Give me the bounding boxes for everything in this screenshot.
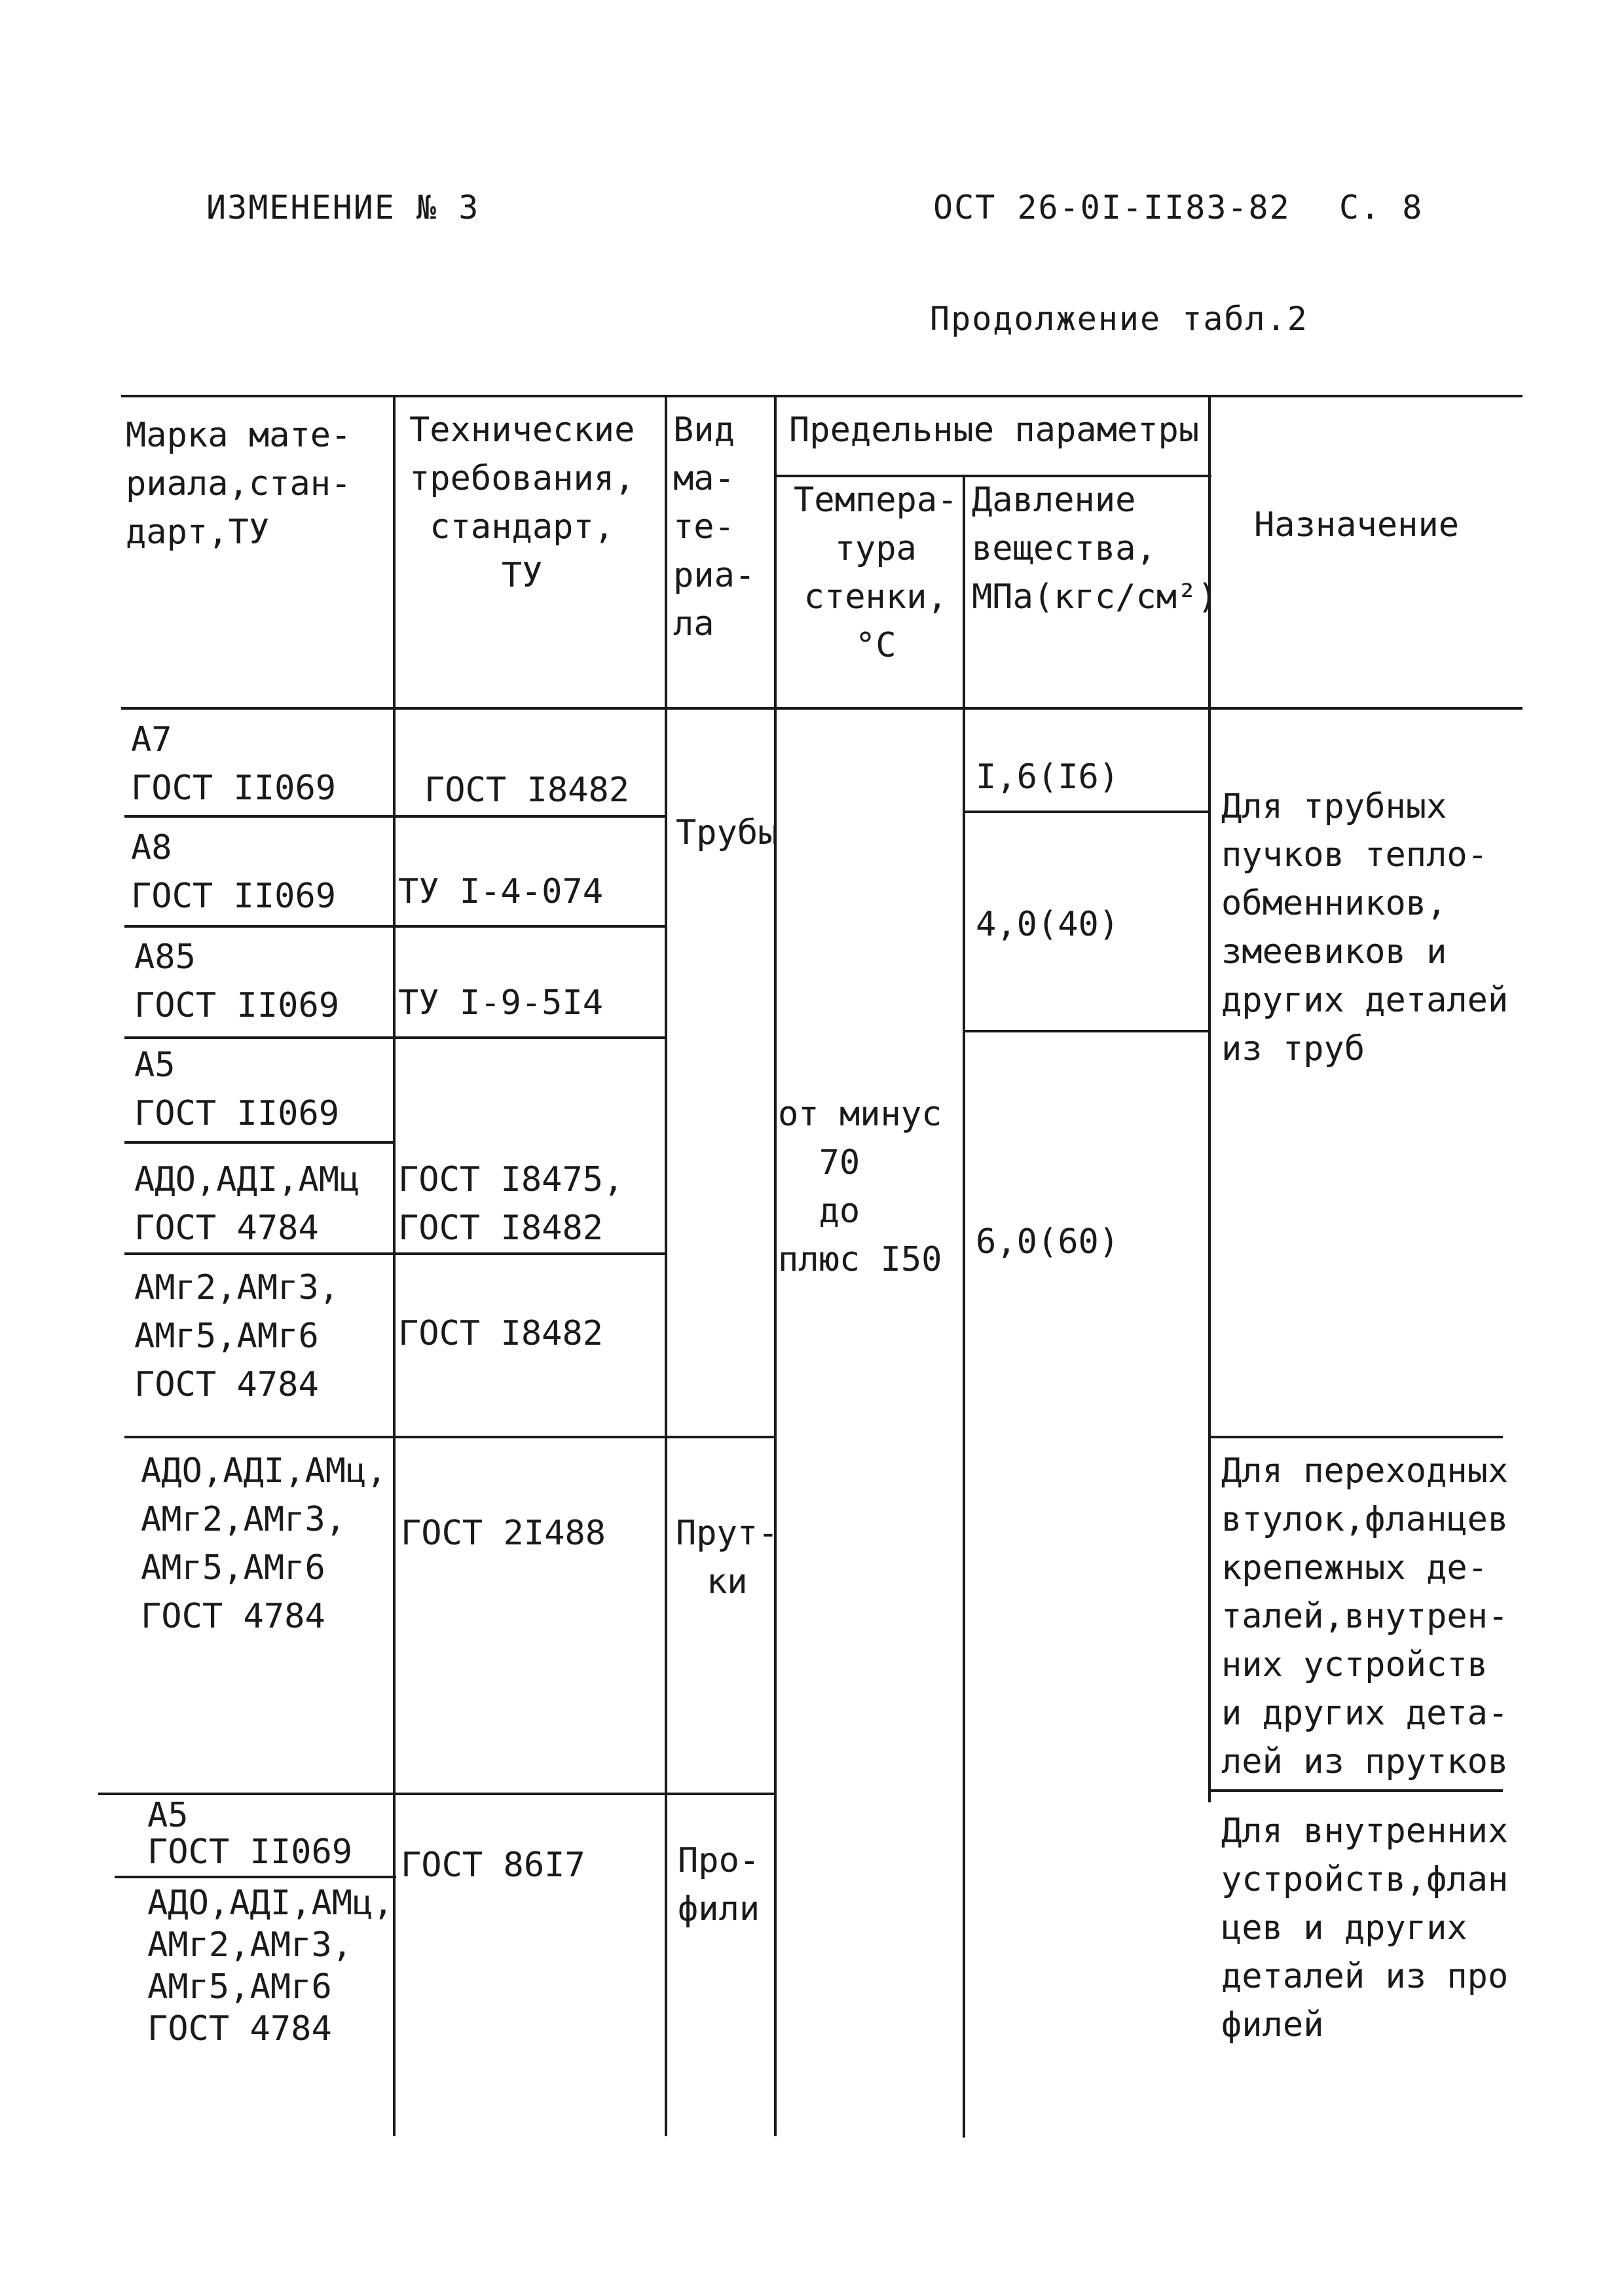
table-caption: Продолжение табл.2 — [930, 300, 1308, 338]
tech-cell: ГОСТ I8482 — [398, 1314, 604, 1353]
grid-line — [124, 1252, 665, 1255]
header-temperature: Темпера- тура стенки, °C — [794, 481, 958, 665]
kind-cell: Про- фили — [678, 1841, 760, 1929]
temperature-range: от минус 70 до плюс I50 — [778, 1095, 942, 1279]
grid-line — [121, 395, 1522, 397]
purpose-cell: Для внутренних устройств,флан цев и других деталей из про филей — [1221, 1812, 1509, 2045]
tech-cell: ГОСТ I8482 — [424, 771, 630, 810]
grid-line — [665, 395, 667, 2136]
kind-cell: Трубы — [676, 813, 779, 852]
grid-line — [124, 1141, 393, 1144]
change-label: ИЗМЕНЕНИЕ № 3 — [206, 189, 480, 227]
pressure-cell: 6,0(60) — [976, 1222, 1120, 1262]
header-purpose: Назначение — [1254, 505, 1460, 545]
grid-line — [124, 925, 665, 928]
kind-cell: Прут- ки — [676, 1514, 779, 1601]
grade-cell: А5 ГОСТ II069 — [147, 1796, 353, 1872]
grid-line — [774, 395, 777, 2136]
grid-line — [121, 707, 1522, 710]
header-pressure: Давление вещества, МПа(кгс/см²) — [972, 481, 1218, 617]
pressure-cell: 4,0(40) — [976, 905, 1120, 944]
grid-line — [124, 1036, 665, 1039]
grade-cell: А5 ГОСТ II069 — [134, 1046, 340, 1133]
grade-cell: АМг2,АМг3, АМг5,АМг6 ГОСТ 4784 — [134, 1268, 340, 1404]
tech-cell: ГОСТ 86I7 — [401, 1846, 585, 1885]
page-number: С. 8 — [1339, 189, 1424, 227]
tech-cell: ТУ I-9-5I4 — [398, 983, 604, 1023]
header-tech-requirements: Технические требования, стандарт, ТУ — [409, 410, 635, 595]
purpose-cell: Для переходных втулок,фланцев крепежных де- талей,внутрен- них устройств и других дета- лей из прутков — [1221, 1451, 1509, 1781]
grade-cell: АДО,АДI,АМц, АМг2,АМг3, АМг5,АМг6 ГОСТ 4784 — [141, 1451, 387, 1636]
grid-line — [963, 1030, 1208, 1032]
grid-line — [98, 1793, 774, 1795]
header-grade: Марка мате- риала,стан- дарт,ТУ — [126, 416, 352, 552]
grid-line — [124, 1436, 774, 1438]
grade-cell: АДО,АДI,АМц, АМг2,АМг3, АМг5,АМг6 ГОСТ 4784 — [147, 1884, 394, 2049]
header-limit-params: Предельные параметры — [789, 410, 1200, 450]
purpose-cell: Для трубных пучков тепло- обменников, змеевиков и других деталей из труб — [1221, 787, 1509, 1068]
grade-cell: А8 ГОСТ II069 — [131, 828, 337, 916]
grid-line — [124, 815, 665, 818]
header-material-kind: Вид ма- те- риа- ла — [673, 410, 756, 644]
grid-line — [1208, 1436, 1503, 1438]
grid-line — [963, 811, 1208, 813]
tech-cell: ГОСТ I8475, ГОСТ I8482 — [398, 1160, 624, 1248]
tech-cell: ТУ I-4-074 — [398, 872, 604, 911]
grid-line — [963, 475, 965, 2138]
grade-cell: А85 ГОСТ II069 — [134, 938, 340, 1025]
grid-line — [1208, 1789, 1503, 1792]
pressure-cell: I,6(I6) — [976, 757, 1120, 797]
standard-number: ОСТ 26-0I-II83-82 — [933, 189, 1291, 227]
grid-line — [393, 395, 396, 2136]
grade-cell: А7 ГОСТ II069 — [131, 720, 337, 808]
grade-cell: АДО,АДI,АМц ГОСТ 4784 — [134, 1160, 360, 1248]
grid-line — [115, 1876, 396, 1878]
tech-cell: ГОСТ 2I488 — [401, 1514, 606, 1553]
